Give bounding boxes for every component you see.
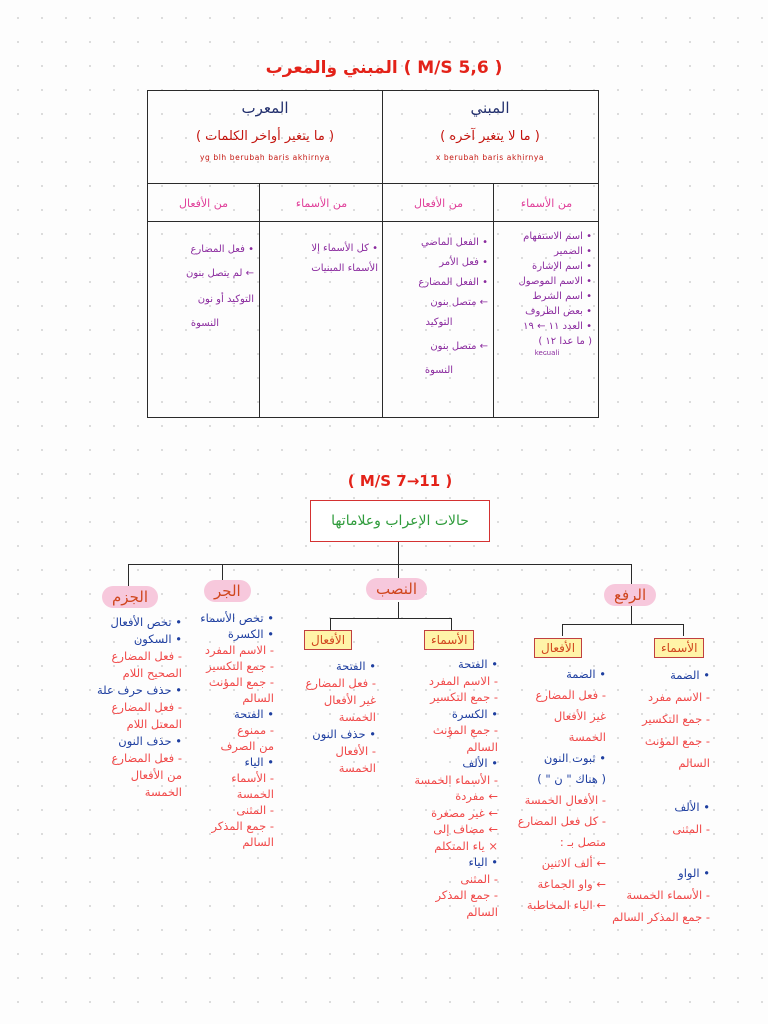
table-divider-mabni xyxy=(493,183,494,417)
sign-item: ( هناك " ن " ) xyxy=(537,772,606,786)
nasb-afal-box: الأفعال xyxy=(304,630,352,650)
nasb-asma-box: الأسماء xyxy=(424,630,474,650)
usage-item: - جمع المؤنث xyxy=(208,675,274,689)
sign-item: • حذف حرف علة xyxy=(96,683,182,697)
list-item: • الفعل الماضي xyxy=(420,237,488,248)
table-subheader-line xyxy=(148,221,598,222)
table-divider-main xyxy=(382,91,383,417)
usage-item: ← مضاف إلى xyxy=(433,822,498,836)
sign-item: • تخص الأفعال xyxy=(110,615,182,629)
nasb-asma-connector xyxy=(451,618,452,630)
mabni-title: المبني xyxy=(470,99,510,117)
usage-item: - جمع التكسير xyxy=(642,712,710,726)
usage-item xyxy=(606,774,710,796)
usage-item: - كل فعل المضارع xyxy=(517,814,606,828)
usage-item: - جمع المذكر السالم xyxy=(612,910,710,924)
usage-item: - الاسم مفرد xyxy=(648,690,710,704)
sign-item: • الضمة xyxy=(566,667,606,681)
raf-afal-connector xyxy=(562,624,563,636)
usage-item: - جمع التكسير xyxy=(206,659,274,673)
jazm-bubble: الجزم xyxy=(102,586,158,608)
usage-item: السالم xyxy=(678,756,710,770)
sign-item: • الواو xyxy=(678,866,710,880)
mabni-col-asma: من الأسماء xyxy=(520,197,573,210)
nasb-afal-column xyxy=(276,658,376,777)
usage-item: السالم xyxy=(466,739,498,754)
usage-item: الصحيح اللام xyxy=(122,666,182,680)
usage-item: الخمسة xyxy=(236,787,274,801)
nasb-bubble: النصب xyxy=(366,578,427,600)
usage-item: ← مفردة xyxy=(455,789,498,803)
usage-item: غير الأفعال xyxy=(553,709,606,723)
usage-item xyxy=(606,840,710,862)
raf-afal-box: الأفعال xyxy=(534,638,582,658)
usage-item: من الصرف xyxy=(220,739,274,753)
nasb-sub-bar xyxy=(330,618,452,619)
mabni-definition: ( ما لا يتغير آخره ) xyxy=(440,129,540,144)
mabni-asma-list xyxy=(502,229,592,358)
usage-item: ← الياء المخاطبة xyxy=(526,898,606,912)
list-item: • اسم الشرط xyxy=(532,291,592,302)
list-item: ← متصل بنون xyxy=(430,341,488,352)
list-item: ← لم يتصل بنون xyxy=(186,268,254,279)
usage-item: - الاسم المفرد xyxy=(428,673,498,688)
usage-item: الخمسة xyxy=(338,761,376,775)
usage-item: - الأسماء xyxy=(231,771,274,785)
sign-item: • تخص الأسماء xyxy=(200,611,274,625)
raf-bubble: الرفع xyxy=(604,584,656,606)
list-item: التوكيد xyxy=(425,317,453,328)
bottom-heading: ( M/S 7→11 ) xyxy=(347,472,453,490)
murab-col-afal: من الأفعال xyxy=(178,197,228,210)
usage-item: ← غير مصغرة xyxy=(431,805,498,820)
usage-item: غير الأفعال xyxy=(323,693,376,707)
usage-item: الخمسة xyxy=(568,730,606,744)
usage-item: - فعل المضارع xyxy=(305,676,376,690)
usage-item: - فعل المضارع xyxy=(535,688,606,702)
root-box: حالات الإعراب وعلاماتها xyxy=(310,500,490,542)
list-item: • الاسم الموصول xyxy=(518,276,592,287)
mabni-murab-table xyxy=(147,90,599,418)
list-item: • فعل الأمر xyxy=(439,257,488,268)
list-item: الأسماء المبنيات xyxy=(311,263,378,274)
murab-title: المعرب xyxy=(241,99,289,117)
usage-item: الخمسة xyxy=(338,710,376,724)
table-header-line xyxy=(148,183,598,184)
level1-bar xyxy=(128,564,632,565)
list-item: ( ما عدا ١٢ ) xyxy=(538,336,592,347)
usage-item: - الأسماء الخمسة xyxy=(626,888,710,902)
sign-item: • الفتحة xyxy=(233,707,274,721)
nasb-sub-connector xyxy=(398,602,399,618)
usage-item: - جمع المؤنث xyxy=(432,723,498,737)
sign-item: • حذف النون xyxy=(118,734,182,748)
top-heading: ( M/S 5,6 ) المبني والمعرب xyxy=(265,58,503,78)
raf-asma-box: الأسماء xyxy=(654,638,704,658)
sign-item: • الألف xyxy=(674,800,710,814)
usage-item: - جمع المذكر xyxy=(211,819,274,833)
jazm-column xyxy=(62,614,182,801)
sign-item: • الياء xyxy=(244,755,274,769)
raf-sub-connector xyxy=(631,606,632,624)
list-item: • الفعل المضارع xyxy=(418,277,488,288)
sign-item: • الألف xyxy=(462,756,498,770)
list-item: • اسم الاستفهام xyxy=(523,231,592,242)
sign-item: • حذف النون xyxy=(312,727,376,741)
list-item: • فعل المضارع xyxy=(190,244,254,255)
raf-asma-connector xyxy=(683,624,684,636)
usage-item: - فعل المضارع xyxy=(111,700,182,714)
table-divider-murab xyxy=(259,183,260,417)
murab-note: yg blh berubah baris akhirnya xyxy=(199,153,330,162)
sign-item: • السكون xyxy=(133,632,182,646)
usage-item: - فعل المضارع xyxy=(111,649,182,663)
usage-item: ← ألف الاثنين xyxy=(541,856,606,870)
list-item: • الضمير xyxy=(554,246,592,257)
sign-item: • الكسرة xyxy=(451,706,498,721)
jazm-connector xyxy=(128,564,129,586)
jarr-bubble: الجر xyxy=(204,580,251,602)
murab-col-asma: من الأسماء xyxy=(295,197,348,210)
list-item: • اسم الإشارة xyxy=(531,261,592,272)
raf-asma-column xyxy=(606,664,710,928)
usage-item: - الاسم المفرد xyxy=(204,643,274,657)
list-item: kecuali xyxy=(534,349,560,357)
list-item: • كل الأسماء إلا xyxy=(311,243,378,254)
usage-item: - المثنى xyxy=(236,803,274,817)
mabni-afal-list xyxy=(390,233,488,381)
usage-item: - جمع المؤنث xyxy=(644,734,710,748)
root-connector xyxy=(398,542,399,564)
mabni-col-afal: من الأفعال xyxy=(413,197,463,210)
murab-asma-list xyxy=(266,239,378,279)
list-item: التوكيد أو نون xyxy=(197,294,254,305)
murab-definition: ( ما يتغير أواخر الكلمات ) xyxy=(195,129,335,144)
usage-item: - الأسماء الخمسة xyxy=(414,772,498,787)
nasb-asma-column xyxy=(396,656,498,920)
usage-item: - المثنى xyxy=(460,871,498,886)
list-item: ← متصل بنون xyxy=(430,297,488,308)
usage-item: السالم xyxy=(466,904,498,919)
raf-connector xyxy=(631,564,632,584)
usage-item: - ممنوع xyxy=(237,723,274,737)
usage-item: - الأفعال xyxy=(335,744,376,758)
sign-item: • الفتحة xyxy=(335,659,376,673)
usage-item: × ياء المتكلم xyxy=(434,838,498,853)
raf-sub-bar xyxy=(562,624,684,625)
raf-afal-column xyxy=(494,664,606,916)
usage-item: الخمسة xyxy=(144,785,182,799)
mabni-note: x berubah baris akhirnya xyxy=(435,153,545,162)
usage-item: - المثنى xyxy=(672,822,710,836)
list-item: النسوة xyxy=(190,318,220,329)
jarr-column xyxy=(178,610,274,850)
sign-item: • الكسرة xyxy=(227,627,274,641)
sign-item: • الفتحة xyxy=(457,657,498,671)
list-item: • العدد ١١ ← ١٩ xyxy=(523,321,592,332)
usage-item: السالم xyxy=(242,835,274,849)
usage-item: من الأفعال xyxy=(130,768,182,782)
usage-item: السالم xyxy=(242,691,274,705)
sign-item: • ثبوت النون xyxy=(543,751,606,765)
list-item: • بعض الظروف xyxy=(525,306,592,317)
murab-afal-list xyxy=(156,239,254,335)
usage-item: - الأفعال الخمسة xyxy=(524,793,606,807)
sign-item: • الياء xyxy=(468,855,498,869)
usage-item: - فعل المضارع xyxy=(111,751,182,765)
usage-item: ← واو الجماعة xyxy=(537,877,606,891)
usage-item: - جمع المذكر xyxy=(435,888,498,902)
usage-item: متصل بـ : xyxy=(559,835,606,849)
usage-item: المعتل اللام xyxy=(126,717,182,731)
nasb-afal-connector xyxy=(330,618,331,630)
list-item: النسوة xyxy=(424,365,454,376)
usage-item: - جمع التكسير xyxy=(430,690,498,704)
sign-item: • الضمة xyxy=(670,668,710,682)
